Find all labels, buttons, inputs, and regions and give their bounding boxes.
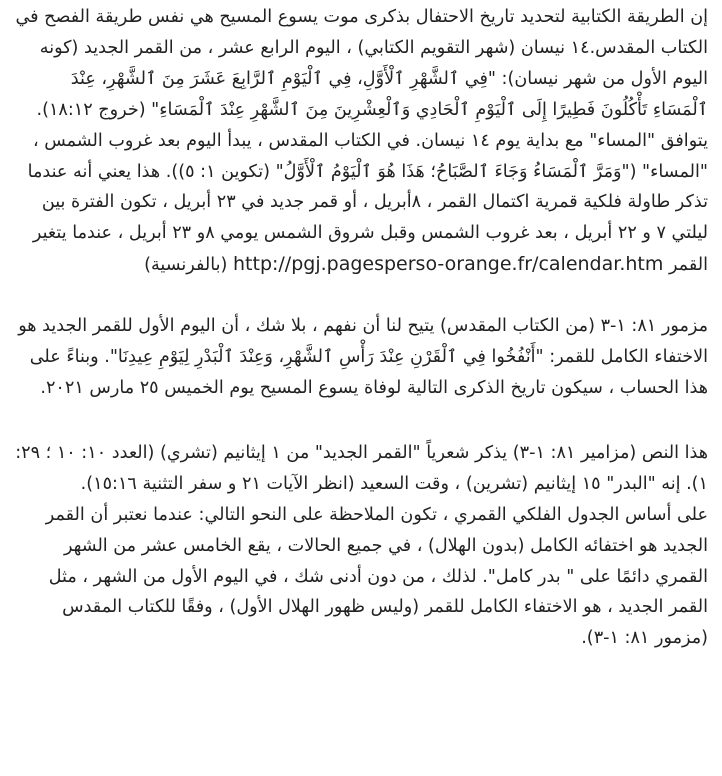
paragraph-spacer — [14, 281, 708, 311]
calendar-link[interactable]: http://pgj.pagesperso-orange.fr/calendar.htm — [233, 253, 664, 276]
paragraph-1-text: إن الطريقة الكتابية لتحديد تاريخ الاحتفال بذكرى موت يسوع المسيح هي نفس طريقة الفصح في الكتاب المقدس.١٤ نيسان (شهر التقويم الكتابي) ، اليوم الرابع عشر ، من القمر الجديد (كونه اليوم الأول من شهر نيسان): "فِي ٱلشَّهْرِ ٱلْأَوَّلِ، فِي ٱلْيَوْمِ ٱلرَّابِعَ عَشَرَ مِنَ ٱلشَّهْرِ، عِنْدَ ٱلْمَسَاءِ تَأْكُلُونَ فَطِيرًا إِلَى ٱلْيَوْمِ ٱلْحَادِي وَٱلْعِشْرِينَ مِنَ ٱلشَّهْرِ عِنْدَ ٱلْمَسَاءِ" (خروج ١٨:١٢). يتوافق "المساء" مع بداية يوم ١٤ نيسان. في الكتاب المقدس ، يبدأ اليوم بعد غروب الشمس ، "المساء" ("وَمَرَّ ٱلْمَسَاءُ وَجَاءَ ٱلصَّبَاحُ؛ هَذَا هُوَ ٱلْيَوْمُ ٱلْأَوَّلُ" (تكوين ١: ٥)). هذا يعني أنه عندما تذكر طاولة فلكية قمرية اكتمال القمر ، ٨أبريل ، أو قمر جديد في ٢٣ أبريل ، تكون الفترة بين ليلتي ٧ و ٢٢ أبريل ، بعد غروب الشمس وقبل شروق الشمس يومي ٨و ٢٣ أبريل ، عندما يتغير القمر — [15, 7, 708, 276]
paragraph-spacer — [14, 404, 708, 438]
paragraph-1-language-note: (بالفرنسية) — [144, 255, 228, 276]
paragraph-lunar-table: على أساس الجدول الفلكي القمري ، تكون الملاحظة على النحو التالي: عندما نعتبر أن القمر الجديد هو اختفائه الكامل (بدون الهلال) ، في جميع الحالات ، يقع الخامس عشر من الشهر القمري دائمًا على " بدر كامل". لذلك ، من دون أدنى شك ، في اليوم الأول من الشهر ، مثل القمر الجديد ، هو الاختفاء الكامل للقمر (وليس ظهور الهلال الأول) ، وفقًا للكتاب المقدس (مزمور ٨١: ١-٣). — [45, 504, 708, 649]
paragraph-ethanim: هذا النص (مزامير ٨١: ١-٣) يذكر شعرياً "القمر الجديد" من ١ إيثانيم (تشري) (العدد ١٠: ١٠ ؛ ٢٩: ١). إنه "البدر" ١٥ إيثانيم (تشرين) ، وقت السعيد (انظر الآيات ٢١ و سفر التثنية ١٥:١٦). — [15, 442, 708, 494]
paragraph-passover-date — [14, 2, 708, 281]
paragraph-psalm-81: مزمور ٨١: ١-٣ (من الكتاب المقدس) يتيح لنا أن نفهم ، بلا شك ، أن اليوم الأول للقمر الجديد هو الاختفاء الكامل للقمر: "أَنْفُخُوا فِي ٱلْقَرْنِ عِنْدَ رَأْسِ ٱلشَّهْرِ، وَعِنْدَ ٱلْبَدْرِ لِيَوْمِ عِيدِنَا". وبناءً على هذا الحساب ، سيكون تاريخ الذكرى التالية لوفاة يسوع المسيح يوم الخميس ٢٥ مارس ٢٠٢١. — [18, 316, 708, 398]
